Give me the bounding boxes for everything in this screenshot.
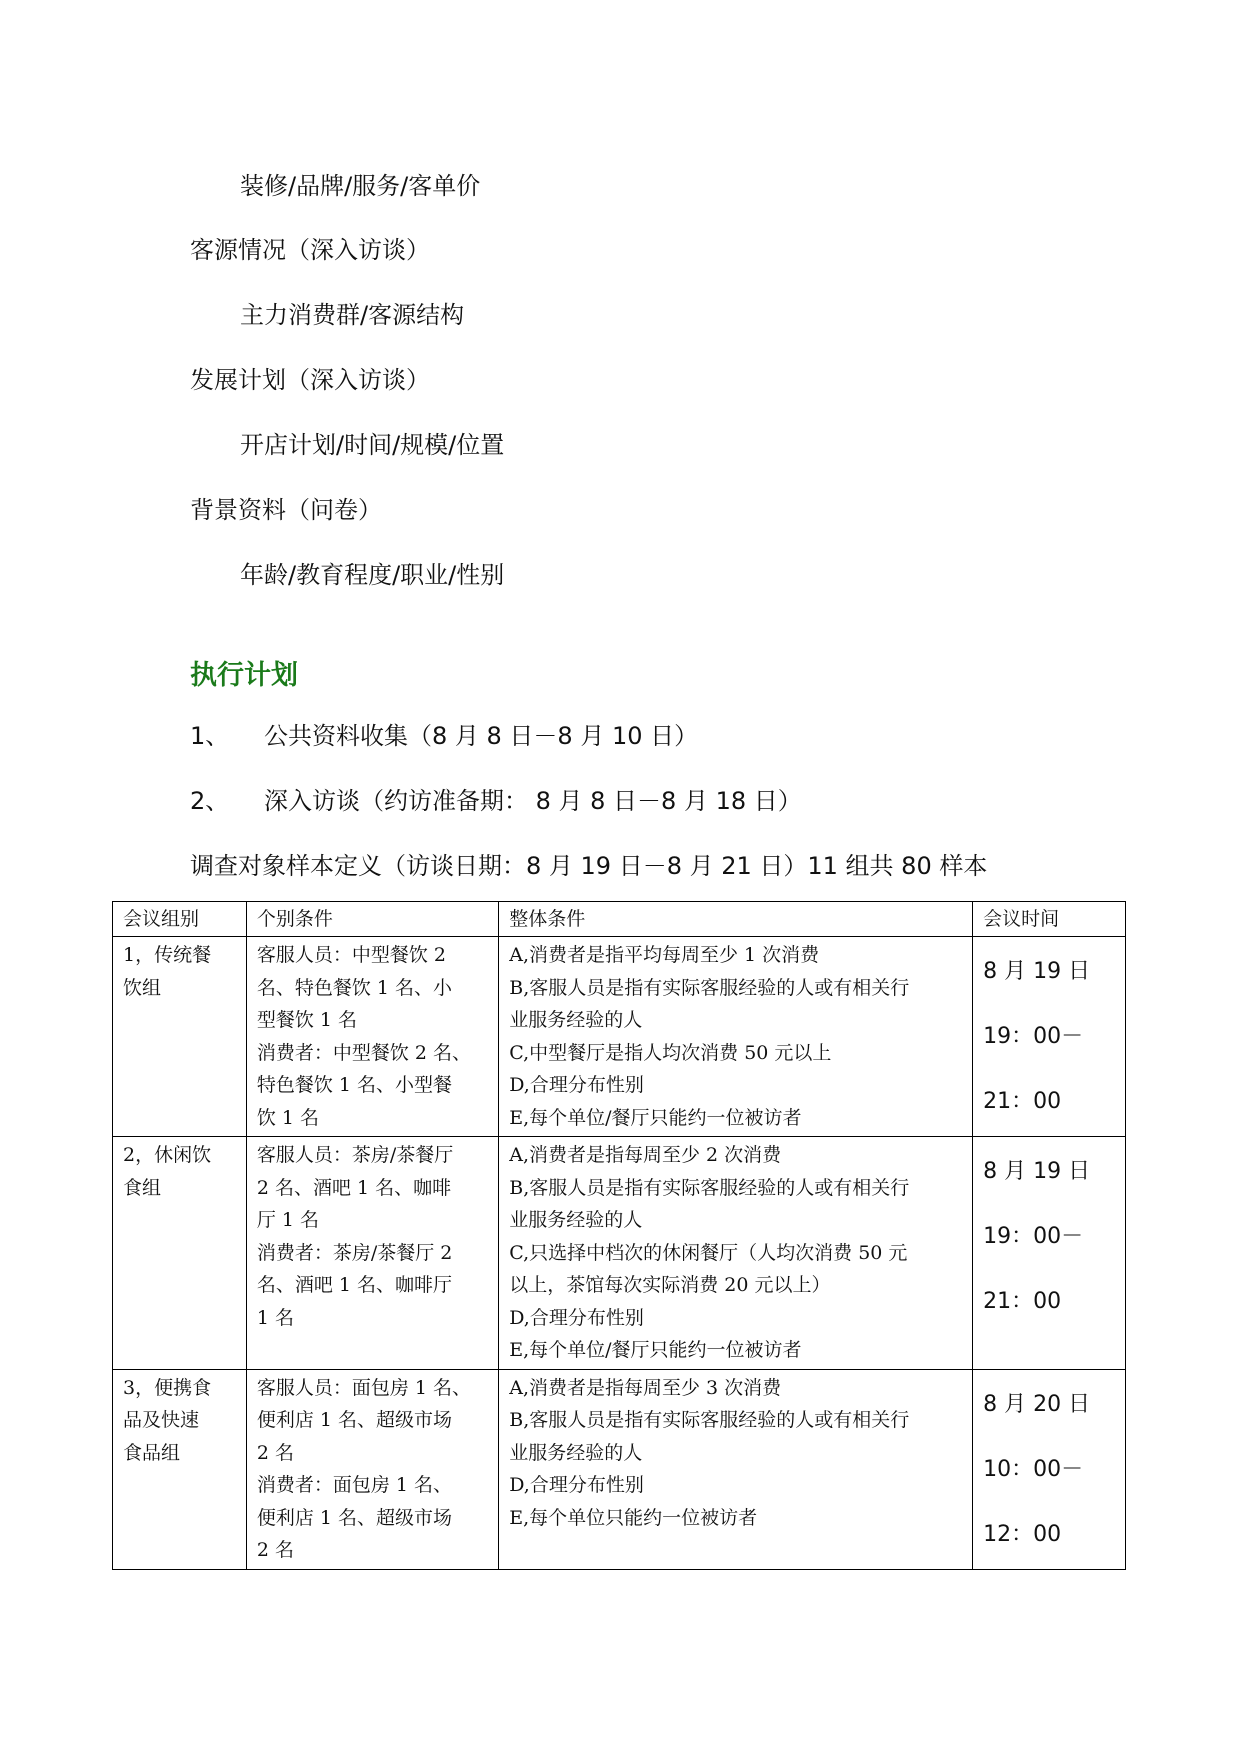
outline-line: 年龄/教育程度/职业/性别 [240,561,505,589]
cell-line: 名、特色餐饮 1 名、小 [256,976,453,999]
cell-line: 食组 [123,1176,162,1199]
cell-line: B,客服人员是指有实际客服经验的人或有相关行 [509,1176,910,1199]
time-cell [973,937,1126,1137]
overall-cell [499,937,973,1137]
table-header-row [113,902,1126,937]
time-line: 8 月 19 日 [983,959,1091,984]
cell-line: 2，休闲饮 [123,1144,212,1166]
sample-table [112,901,1126,1570]
time-line: 21：00 [983,1089,1062,1114]
group-cell [113,1369,247,1569]
step-text: 公共资料收集（8 月 8 日－8 月 10 日） [264,722,699,750]
cell-line: 饮 1 名 [256,1106,320,1129]
cell-line: 消费者：茶房/茶餐厅 2 [256,1241,453,1264]
sample-definition: 调查对象样本定义（访谈日期：8 月 19 日－8 月 21 日）11 组共 80 样本 [190,852,988,880]
cell-line: 特色餐饮 1 名、小型餐 [256,1074,453,1096]
cell-line: 3，便携食 [123,1376,212,1399]
time-line: 12：00 [983,1521,1062,1547]
cell-line: E,每个单位只能约一位被访者 [509,1506,758,1529]
cell-line: A,消费者是指每周至少 2 次消费 [509,1144,782,1166]
cell-line: B,客服人员是指有实际客服经验的人或有相关行 [509,976,910,999]
individual-cell [246,1369,498,1569]
cell-line: 便利店 1 名、超级市场 [256,1409,453,1431]
header-cell: 会议组别 [113,902,247,937]
overall-cell [499,1137,973,1370]
cell-line: 名、酒吧 1 名、咖啡厅 [256,1274,453,1296]
cell-line: C,只选择中档次的休闲餐厅（人均次消费 50 元 [509,1241,908,1264]
time-line: 21：00 [983,1289,1062,1314]
cell-line: A,消费者是指平均每周至少 1 次消费 [509,944,820,966]
table-row [113,1369,1126,1569]
cell-line: 业服务经验的人 [509,1209,643,1231]
cell-line: 1，传统餐 [123,944,212,966]
step-item [190,785,802,817]
cell-line: 客服人员：面包房 1 名、 [256,1376,472,1399]
cell-line: 1 名 [256,1306,294,1329]
cell-line: 型餐饮 1 名 [256,1009,358,1031]
step-text: 深入访谈（约访准备期： 8 月 8 日－8 月 18 日） [264,787,802,815]
outline-line: 主力消费群/客源结构 [240,301,465,329]
individual-cell [246,937,498,1137]
table-row [113,937,1126,1137]
header-cell: 会议时间 [973,902,1126,937]
time-line: 19：00－ [983,1024,1084,1049]
outline-line: 开店计划/时间/规模/位置 [240,431,505,459]
cell-line: 2 名 [256,1539,294,1561]
cell-line: 以上，茶馆每次实际消费 20 元以上） [509,1274,831,1296]
cell-line: 客服人员：茶房/茶餐厅 [256,1144,454,1166]
cell-line: 消费者：面包房 1 名、 [256,1474,453,1496]
cell-line: 业服务经验的人 [509,1009,643,1031]
time-cell [973,1369,1126,1569]
time-line: 19：00－ [983,1224,1084,1249]
cell-line: 业服务经验的人 [509,1441,643,1464]
cell-line: D,合理分布性别 [509,1074,644,1096]
cell-line: 2 名、酒吧 1 名、咖啡 [256,1176,452,1199]
cell-line: D,合理分布性别 [509,1474,644,1496]
cell-line: 消费者：中型餐饮 2 名、 [256,1041,472,1064]
cell-line: E,每个单位/餐厅只能约一位被访者 [509,1339,802,1361]
cell-line: C,中型餐厅是指人均次消费 50 元以上 [509,1041,832,1064]
section-title: 执行计划 [190,660,298,691]
time-line: 8 月 19 日 [983,1159,1091,1184]
cell-line: A,消费者是指每周至少 3 次消费 [509,1376,782,1399]
cell-line: B,客服人员是指有实际客服经验的人或有相关行 [509,1409,910,1431]
table-row [113,1137,1126,1370]
step-item [190,720,698,752]
cell-line: 2 名 [256,1441,294,1464]
time-line: 8 月 20 日 [983,1391,1091,1417]
outline-line: 装修/品牌/服务/客单价 [240,172,481,200]
time-line: 10：00－ [983,1456,1084,1482]
group-cell [113,1137,247,1370]
cell-line: 厅 1 名 [256,1209,320,1231]
cell-line: 饮组 [123,976,162,999]
step-number: 2、 [190,787,230,815]
header-cell: 整体条件 [499,902,973,937]
cell-line: E,每个单位/餐厅只能约一位被访者 [509,1106,802,1129]
step-number: 1、 [190,722,230,750]
outline-heading: 发展计划（深入访谈） [190,366,430,394]
cell-line: 客服人员：中型餐饮 2 [256,944,446,966]
cell-line: D,合理分布性别 [509,1306,644,1329]
time-cell [973,1137,1126,1370]
group-cell [113,937,247,1137]
outline-heading: 背景资料（问卷） [190,496,382,524]
cell-line: 便利店 1 名、超级市场 [256,1506,453,1529]
individual-cell [246,1137,498,1370]
overall-cell [499,1369,973,1569]
cell-line: 品及快速 [123,1409,200,1431]
cell-line: 食品组 [123,1441,181,1464]
outline-heading: 客源情况（深入访谈） [190,236,430,264]
header-cell: 个别条件 [246,902,498,937]
